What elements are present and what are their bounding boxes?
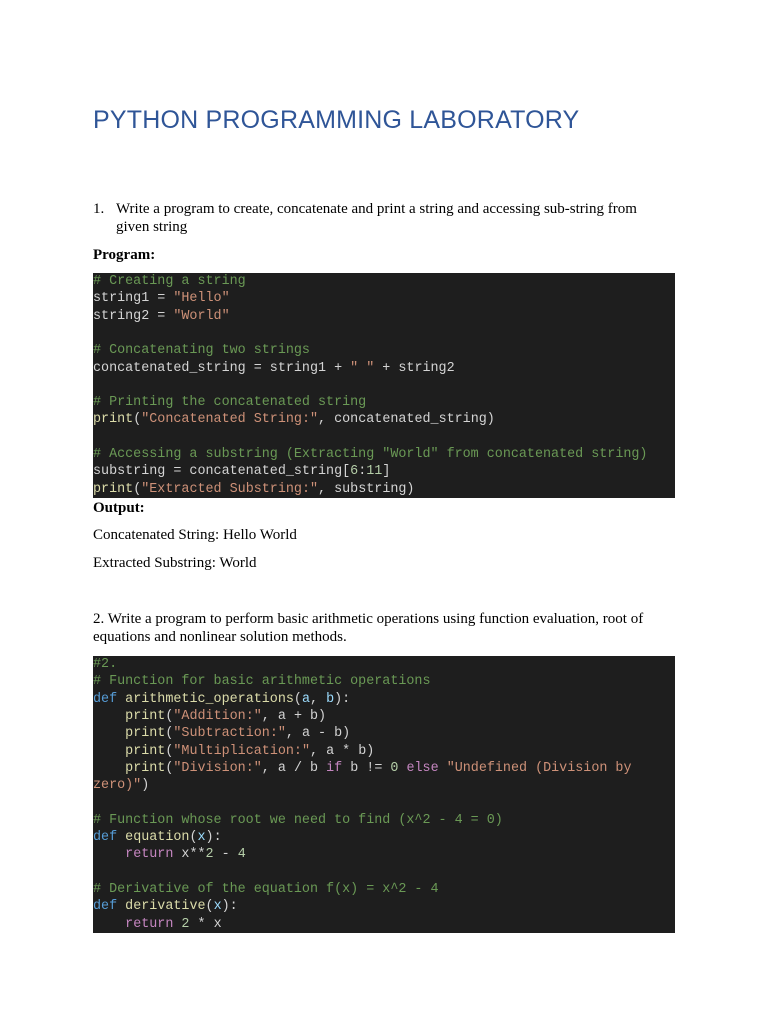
code-token: return: [125, 847, 174, 863]
code-token: print: [125, 760, 166, 776]
code-token: (: [165, 760, 174, 776]
code-token: ): [141, 778, 150, 794]
code-token: "Division:": [173, 760, 262, 776]
code-line: [93, 308, 230, 325]
document-title: PYTHON PROGRAMMING LABORATORY: [93, 106, 580, 134]
code-token: , concatenated_string): [318, 412, 495, 428]
code-token: , a - b): [285, 726, 351, 742]
code-token: string1 =: [93, 291, 174, 307]
code-token: else: [406, 760, 439, 776]
code-token: ):: [334, 691, 351, 707]
code-token: def: [93, 830, 126, 845]
code-line: [93, 777, 149, 794]
code-token: # Printing the concatenated string: [93, 395, 367, 411]
code-token: string2 =: [93, 308, 174, 324]
code-token: , a * b): [310, 743, 375, 759]
code-token: # Concatenating two strings: [93, 343, 310, 359]
code-token: print: [93, 481, 134, 497]
question-2-text-line-2: equations and nonlinear solution methods.: [93, 629, 347, 645]
code-line: [93, 812, 503, 829]
code-token: * x: [189, 916, 222, 932]
code-token: [93, 744, 125, 759]
code-token: [93, 847, 125, 862]
code-line: [93, 394, 366, 411]
code-token: (: [133, 412, 142, 428]
code-token: (: [189, 830, 198, 845]
code-token: ]: [382, 464, 391, 480]
code-token: arithmetic_operations: [125, 691, 294, 707]
code-token: ):: [205, 830, 222, 845]
code-token: ):: [221, 899, 238, 915]
code-token: "Hello": [173, 291, 230, 307]
code-token: b: [326, 691, 335, 707]
code-line: [93, 656, 117, 673]
code-line: [93, 691, 350, 708]
code-token: 0: [390, 760, 399, 776]
code-token: a: [301, 691, 310, 707]
code-line: [93, 916, 222, 933]
code-token: print: [125, 708, 166, 724]
code-token: substring = concatenated_string[: [93, 464, 351, 480]
code-token: 2: [205, 847, 214, 863]
code-token: (: [165, 708, 174, 724]
code-token: , a + b): [261, 708, 327, 724]
code-line: [93, 725, 350, 742]
code-line: [93, 446, 647, 463]
question-1-number: 1.: [93, 201, 105, 217]
code-line: [93, 673, 431, 690]
code-token: print: [93, 412, 134, 428]
code-token: [93, 761, 125, 776]
code-token: [93, 709, 125, 724]
code-token: 4: [237, 847, 246, 863]
code-line: [93, 708, 326, 725]
code-token: # Function for basic arithmetic operations: [93, 674, 431, 690]
code-token: (: [165, 726, 174, 742]
code-token: # Derivative of the equation f(x) = x^2 - 4: [93, 881, 439, 897]
output-line-2: Extracted Substring: World: [93, 555, 257, 571]
code-line: [93, 829, 222, 846]
code-token: " ": [350, 360, 375, 376]
code-line: [93, 273, 246, 290]
code-token: 11: [366, 464, 383, 480]
program-label: Program:: [93, 247, 156, 263]
code-line: [93, 411, 495, 428]
code-token: ,: [310, 691, 327, 707]
code-token: [93, 726, 125, 741]
code-token: (: [205, 899, 214, 915]
code-token: print: [125, 726, 166, 742]
code-token: (: [133, 481, 142, 497]
code-block-1: [93, 273, 675, 498]
code-token: :: [358, 464, 367, 480]
code-line: [93, 743, 374, 760]
code-token: if: [326, 760, 343, 776]
code-token: (: [165, 743, 174, 759]
code-line: [93, 481, 414, 498]
code-token: "World": [173, 308, 230, 324]
code-line: [93, 846, 246, 863]
code-token: , substring): [318, 481, 415, 497]
code-token: return: [125, 916, 174, 932]
code-line: [93, 760, 632, 777]
code-token: , a / b: [261, 760, 327, 776]
code-token: #2.: [93, 657, 118, 672]
code-token: # Accessing a substring (Extracting "World" from concatenated string): [93, 447, 648, 462]
code-token: + string2: [374, 360, 455, 376]
code-token: def: [93, 899, 126, 915]
code-token: "Concatenated String:": [141, 412, 319, 428]
code-token: 2: [181, 916, 190, 932]
output-line-1: Concatenated String: Hello World: [93, 527, 297, 543]
code-token: 6: [350, 464, 359, 480]
question-1-text-line-1: Write a program to create, concatenate and print a string and accessing sub-string from: [116, 201, 637, 217]
code-token: x: [197, 830, 206, 845]
question-1-text-line-2: given string: [116, 219, 188, 235]
code-line: [93, 463, 390, 480]
output-label: Output:: [93, 500, 145, 516]
code-token: [93, 917, 125, 932]
code-line: [93, 898, 238, 915]
code-token: zero)": [93, 778, 142, 794]
code-token: print: [125, 743, 166, 759]
code-token: (: [293, 691, 302, 707]
code-line: [93, 360, 455, 377]
code-token: x: [213, 899, 222, 915]
code-block-2: [93, 656, 675, 933]
code-token: # Function whose root we need to find (x^2 - 4 = 0): [93, 812, 503, 828]
code-line: [93, 342, 310, 359]
code-token: def: [93, 691, 126, 707]
question-2-text-line-1: 2. Write a program to perform basic arithmetic operations using function evaluation, root of: [93, 611, 644, 627]
code-line: [93, 881, 439, 898]
code-token: derivative: [125, 899, 206, 915]
code-token: "Subtraction:": [173, 726, 286, 742]
code-token: "Extracted Substring:": [141, 481, 319, 497]
code-token: -: [213, 847, 238, 863]
code-token: concatenated_string = string1 +: [93, 360, 351, 376]
code-token: equation: [125, 830, 190, 845]
code-line: [93, 290, 230, 307]
code-token: "Addition:": [173, 708, 262, 724]
code-token: # Creating a string: [93, 274, 246, 289]
code-token: "Multiplication:": [173, 743, 310, 759]
code-token: b !=: [342, 760, 391, 776]
code-token: x**: [173, 847, 206, 863]
code-token: [439, 761, 447, 776]
code-token: "Undefined (Division by: [446, 760, 632, 776]
